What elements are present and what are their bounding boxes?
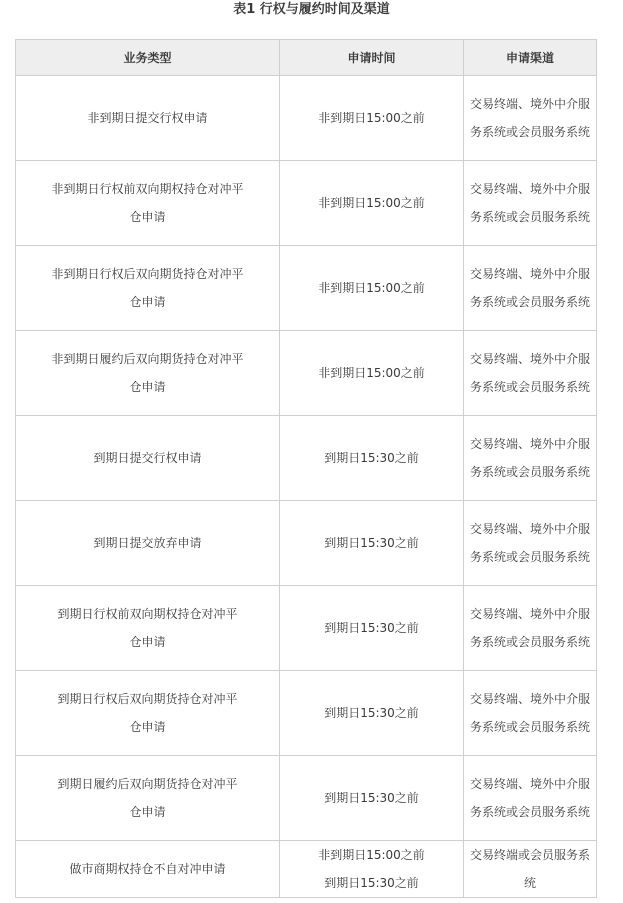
apply-channel-cell: 交易终端、境外中介服务系统或会员服务系统 <box>464 756 597 841</box>
table-row <box>16 416 597 501</box>
table-row <box>16 756 597 841</box>
table-row <box>16 671 597 756</box>
apply-channel-cell: 交易终端或会员服务系统 <box>464 841 597 898</box>
business-type-text: 到期日提交放弃申请 <box>93 536 202 550</box>
business-type-cell <box>16 671 280 756</box>
apply-channel-cell: 交易终端、境外中介服务系统或会员服务系统 <box>464 76 597 161</box>
business-type-text: 到期日履约后双向期货持仓对冲平仓申请 <box>57 777 238 819</box>
apply-time-cell: 到期日15:30之前 <box>280 501 464 586</box>
business-type-text: 做市商期权持仓不自对冲申请 <box>69 862 226 876</box>
table-row <box>16 331 597 416</box>
apply-channel-cell: 交易终端、境外中介服务系统或会员服务系统 <box>464 416 597 501</box>
header-apply-channel: 申请渠道 <box>464 40 597 76</box>
apply-time-cell: 非到期日15:00之前 <box>280 246 464 331</box>
business-type-text: 到期日提交行权申请 <box>93 451 202 465</box>
apply-channel-cell: 交易终端、境外中介服务系统或会员服务系统 <box>464 501 597 586</box>
apply-channel-cell: 交易终端、境外中介服务系统或会员服务系统 <box>464 671 597 756</box>
apply-channel-cell: 交易终端、境外中介服务系统或会员服务系统 <box>464 586 597 671</box>
business-type-text: 非到期日行权前双向期权持仓对冲平仓申请 <box>51 182 244 224</box>
business-type-cell <box>16 841 280 898</box>
table-row <box>16 841 597 898</box>
business-type-cell <box>16 331 280 416</box>
business-type-cell <box>16 76 280 161</box>
business-type-cell <box>16 416 280 501</box>
apply-channel-cell: 交易终端、境外中介服务系统或会员服务系统 <box>464 161 597 246</box>
business-type-cell <box>16 501 280 586</box>
business-type-cell <box>16 246 280 331</box>
apply-channel-cell: 交易终端、境外中介服务系统或会员服务系统 <box>464 331 597 416</box>
table-row <box>16 76 597 161</box>
table-row <box>16 586 597 671</box>
apply-time-cell: 到期日15:30之前 <box>280 586 464 671</box>
table-title: 表1 行权与履约时间及渠道 <box>233 2 390 17</box>
business-type-cell <box>16 161 280 246</box>
apply-time-cell <box>280 841 464 898</box>
apply-time-cell: 到期日15:30之前 <box>280 756 464 841</box>
apply-channel-cell: 交易终端、境外中介服务系统或会员服务系统 <box>464 246 597 331</box>
apply-time-line: 非到期日15:00之前 <box>318 848 425 862</box>
apply-time-cell: 到期日15:30之前 <box>280 671 464 756</box>
business-type-text: 到期日行权后双向期货持仓对冲平仓申请 <box>57 692 238 734</box>
apply-time-line: 到期日15:30之前 <box>324 876 419 890</box>
apply-time-cell: 非到期日15:00之前 <box>280 76 464 161</box>
business-type-text: 非到期日行权后双向期货持仓对冲平仓申请 <box>51 267 244 309</box>
business-type-text: 非到期日履约后双向期货持仓对冲平仓申请 <box>51 352 244 394</box>
business-type-cell <box>16 586 280 671</box>
business-type-cell <box>16 756 280 841</box>
table-header-row <box>16 40 597 76</box>
time-channel-table <box>15 39 597 898</box>
table-row <box>16 501 597 586</box>
table-row <box>16 161 597 246</box>
header-business-type: 业务类型 <box>16 40 280 76</box>
header-apply-time: 申请时间 <box>280 40 464 76</box>
table-row <box>16 246 597 331</box>
apply-time-cell: 非到期日15:00之前 <box>280 331 464 416</box>
apply-time-cell: 非到期日15:00之前 <box>280 161 464 246</box>
apply-time-cell: 到期日15:30之前 <box>280 416 464 501</box>
business-type-text: 非到期日提交行权申请 <box>87 111 208 125</box>
business-type-text: 到期日行权前双向期权持仓对冲平仓申请 <box>57 607 238 649</box>
